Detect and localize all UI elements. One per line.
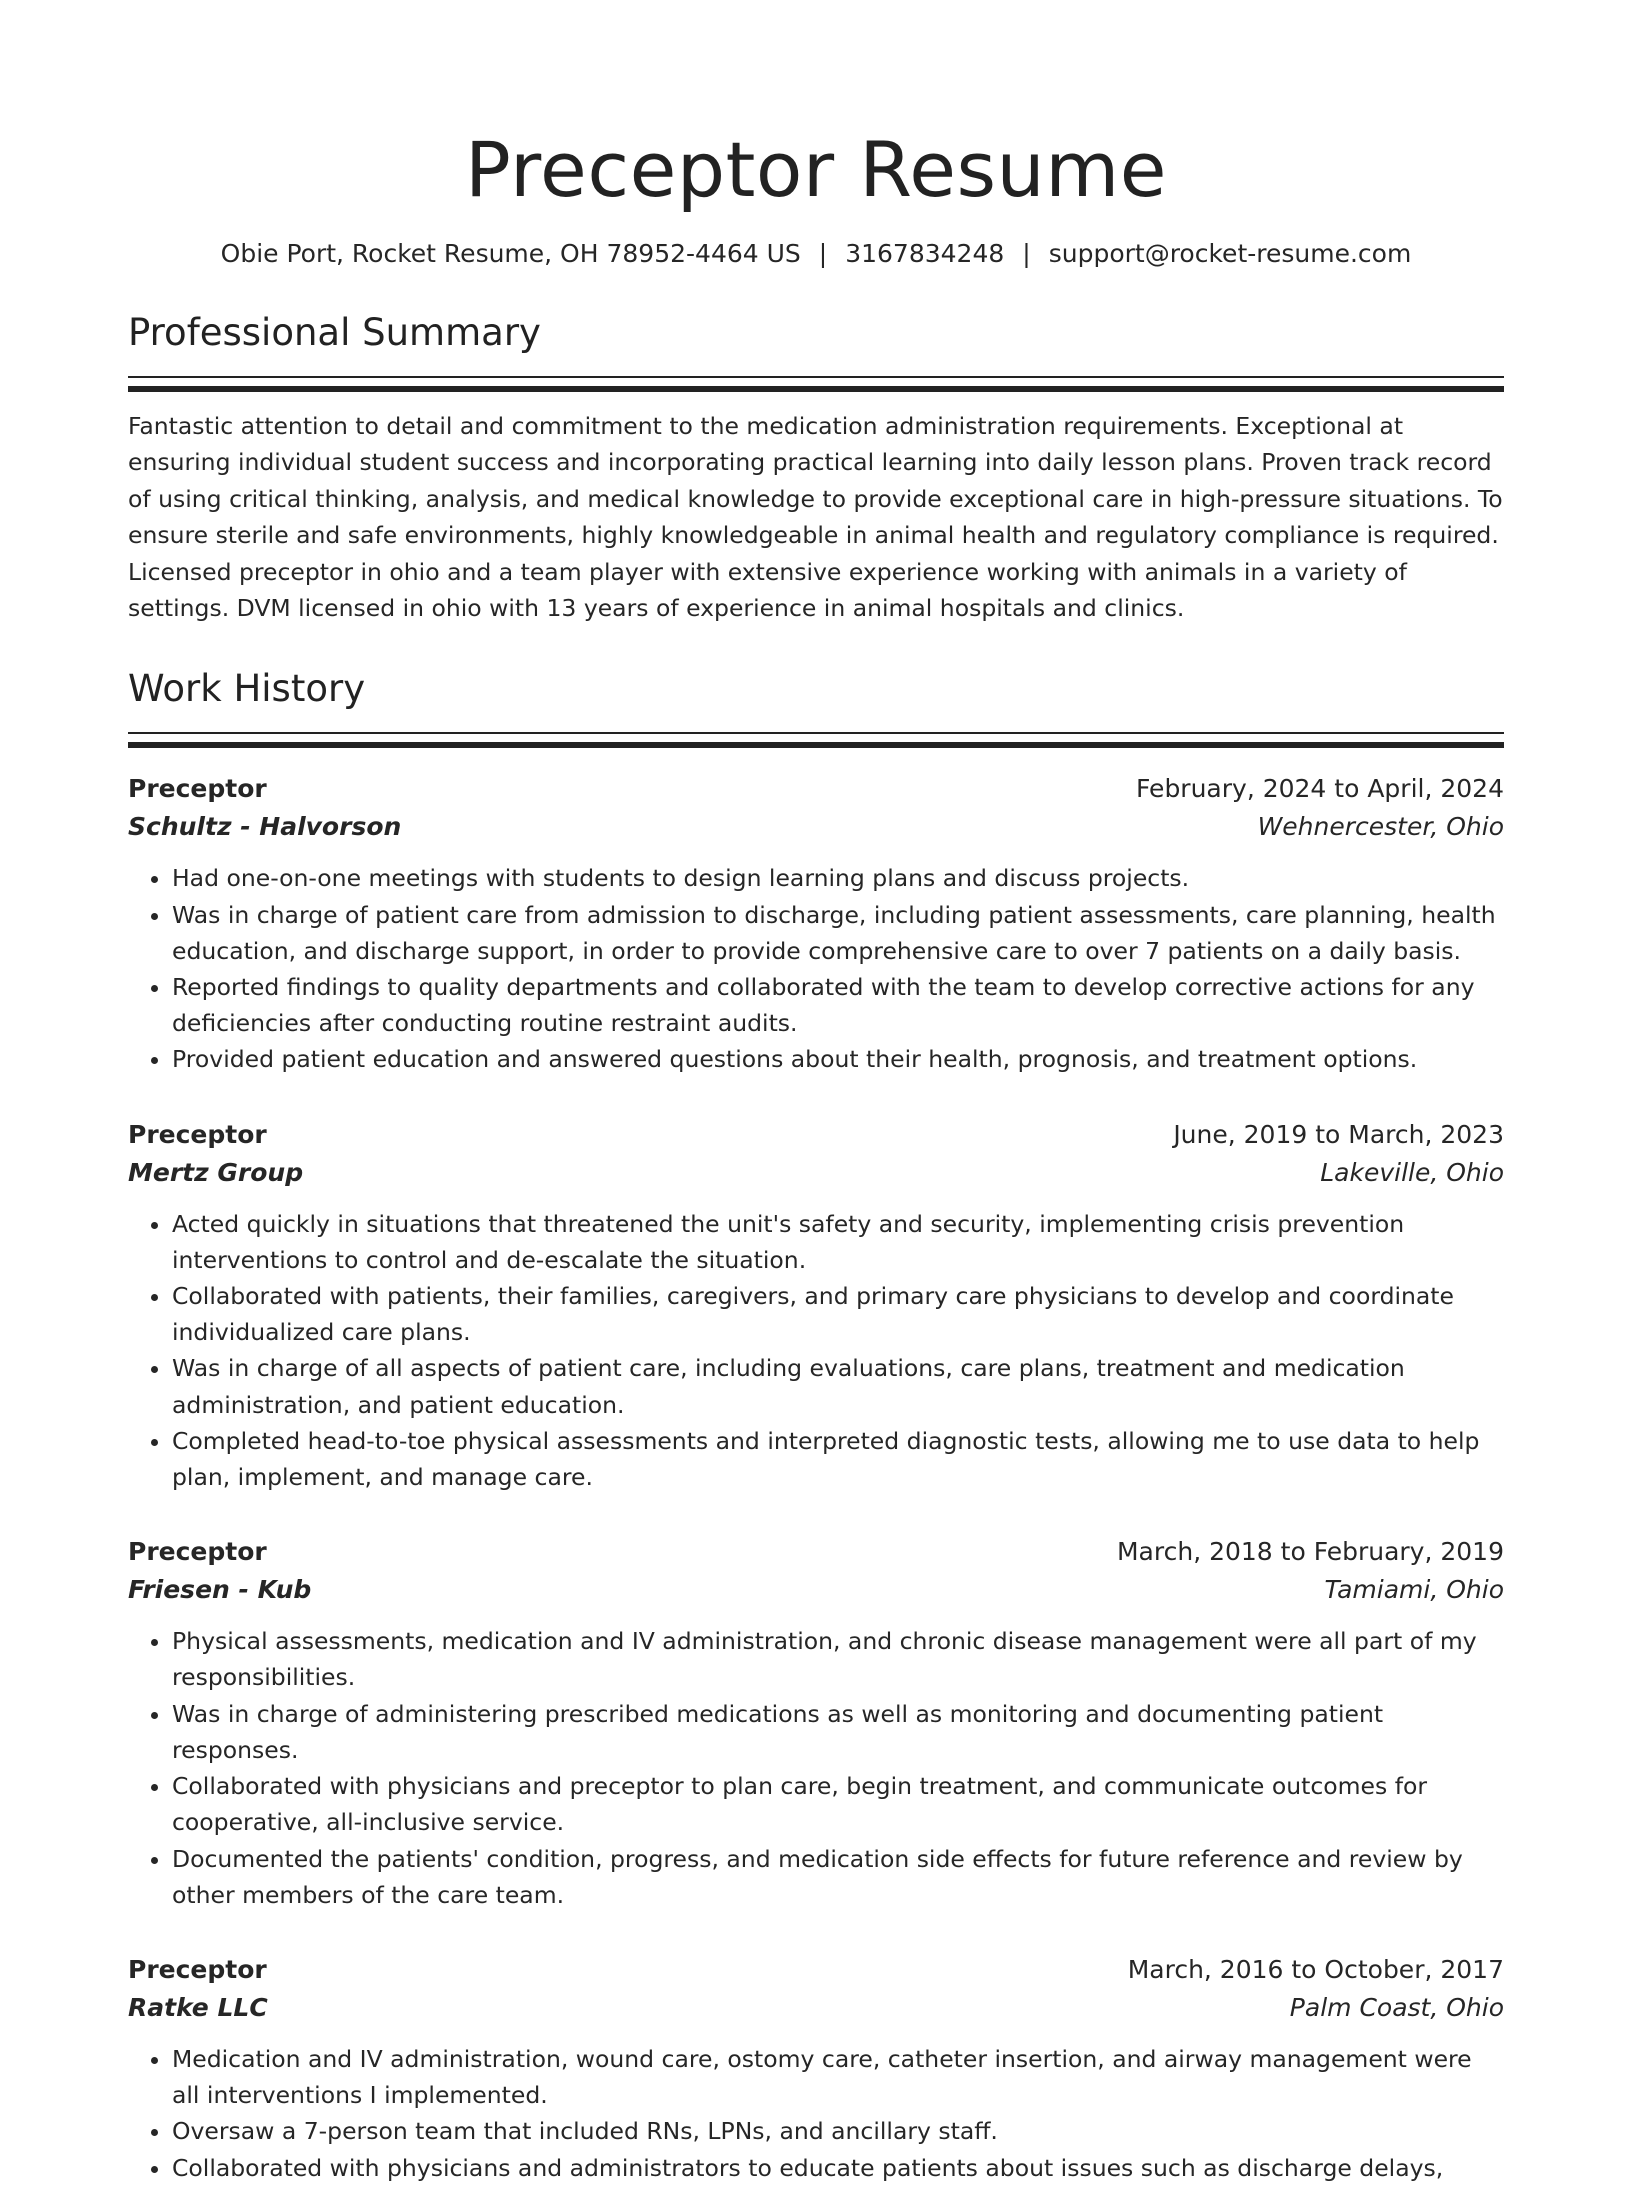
- job-bullet: • Physical assessments, medication and IV administration, and chronic disease management were all part of my responsibilities.: [172, 1623, 1504, 1695]
- professional-summary-section: [128, 310, 1504, 626]
- job-subheader-row: [128, 808, 1504, 846]
- job-bullet-list: [128, 860, 1504, 1077]
- job-bullet: • Reported findings to quality departments and collaborated with the team to develop corrective actions for any deficiencies after conducting routine restraint audits.: [172, 969, 1504, 1041]
- job-bullet: • Had one-on-one meetings with students to design learning plans and discuss projects.: [172, 860, 1504, 896]
- job-header-row: [128, 1116, 1504, 1154]
- job-location: Palm Coast, Ohio: [1289, 1992, 1504, 2022]
- job-bullet: • Was in charge of all aspects of patient care, including evaluations, care plans, treatment and medication administration, and patient education.: [172, 1350, 1504, 1422]
- job-bullet-list: [128, 1206, 1504, 1496]
- job-bullet-list: [128, 2041, 1504, 2186]
- summary-text: Fantastic attention to detail and commitment to the medication administration requirements. Exceptional at ensuring individual student success and incorporating practical learning into daily lesson plans. Proven track record of using critical thinking, analysis, and medical knowledge to provide exceptional care in high-pressure situations. To ensure sterile and safe environments, highly knowledgeable in animal health and regulatory compliance is required. Licensed preceptor in ohio and a team player with extensive experience working with animals in a variety of settings. DVM licensed in ohio with 13 years of experience in animal hospitals and clinics.: [128, 412, 1503, 623]
- job-bullet: • Oversaw a 7-person team that included RNs, LPNs, and ancillary staff.: [172, 2113, 1504, 2149]
- job-bullet: • Collaborated with physicians and preceptor to plan care, begin treatment, and communicate outcomes for cooperative, all-inclusive service.: [172, 1768, 1504, 1840]
- job-header-row: [128, 1533, 1504, 1571]
- job-bullet: • Completed head-to-toe physical assessments and interpreted diagnostic tests, allowing me to use data to help plan, implement, and manage care.: [172, 1423, 1504, 1495]
- job-bullet: • Was in charge of patient care from admission to discharge, including patient assessments, care planning, health education, and discharge support, in order to provide comprehensive care to over 7 patients on a daily basis.: [172, 897, 1504, 969]
- job-bullet-list: [128, 1623, 1504, 1913]
- job-dates: June, 2019 to March, 2023: [1173, 1119, 1504, 1149]
- job-bullet: • Collaborated with physicians and administrators to educate patients about issues such as discharge delays,: [172, 2150, 1504, 2186]
- job-bullet: • Was in charge of administering prescribed medications as well as monitoring and documenting patient responses.: [172, 1696, 1504, 1768]
- job-title: Preceptor: [128, 1119, 267, 1149]
- job-company: Ratke LLC: [128, 1992, 268, 2022]
- job-entry: [128, 1533, 1504, 1913]
- job-subheader-row: [128, 1154, 1504, 1192]
- job-dates: March, 2018 to February, 2019: [1116, 1537, 1504, 1567]
- job-company: Schultz - Halvorson: [128, 812, 402, 842]
- job-bullet: • Medication and IV administration, wound care, ostomy care, catheter insertion, and airway management were all interventions I implemented.: [172, 2041, 1504, 2113]
- contact-address: Obie Port, Rocket Resume, OH 78952-4464 US: [220, 239, 801, 268]
- job-entry: [128, 1951, 1504, 2186]
- contact-email: support@rocket-resume.com: [1048, 239, 1412, 268]
- job-bullet: • Acted quickly in situations that threatened the unit's safety and security, implementing crisis prevention interventions to control and de-escalate the situation.: [172, 1206, 1504, 1278]
- section-title-summary: Professional Summary: [128, 311, 541, 354]
- job-entry: [128, 770, 1504, 1077]
- contact-separator: |: [1022, 239, 1031, 268]
- job-bullet: • Documented the patients' condition, progress, and medication side effects for future reference and review by other members of the care team.: [172, 1841, 1504, 1913]
- job-header-row: [128, 1951, 1504, 1989]
- job-bullet: • Provided patient education and answered questions about their health, prognosis, and treatment options.: [172, 1041, 1504, 1077]
- job-company: Friesen - Kub: [128, 1575, 312, 1605]
- resume-page: [128, 0, 1504, 2186]
- section-divider: [128, 732, 1504, 748]
- job-title: Preceptor: [128, 774, 267, 804]
- job-bullet: • Collaborated with patients, their families, caregivers, and primary care physicians to develop and coordinate individualized care plans.: [172, 1278, 1504, 1350]
- job-header-row: [128, 770, 1504, 808]
- job-title: Preceptor: [128, 1537, 267, 1567]
- contact-line: [128, 238, 1504, 270]
- work-history-section: [128, 666, 1504, 2185]
- job-dates: March, 2016 to October, 2017: [1127, 1954, 1504, 1984]
- section-title-work-history: Work History: [128, 667, 366, 711]
- job-location: Wehnercester, Ohio: [1257, 812, 1504, 842]
- job-title: Preceptor: [128, 1954, 267, 1984]
- section-divider: [128, 376, 1504, 392]
- contact-separator: |: [818, 239, 828, 268]
- job-location: Tamiami, Ohio: [1324, 1575, 1504, 1605]
- job-location: Lakeville, Ohio: [1320, 1157, 1504, 1187]
- job-company: Mertz Group: [128, 1157, 304, 1187]
- resume-name: Preceptor Resume: [464, 125, 1168, 214]
- contact-phone: 3167834248: [845, 239, 1005, 268]
- job-subheader-row: [128, 1989, 1504, 2027]
- job-subheader-row: [128, 1571, 1504, 1609]
- job-entry: [128, 1116, 1504, 1496]
- job-dates: February, 2024 to April, 2024: [1136, 774, 1504, 804]
